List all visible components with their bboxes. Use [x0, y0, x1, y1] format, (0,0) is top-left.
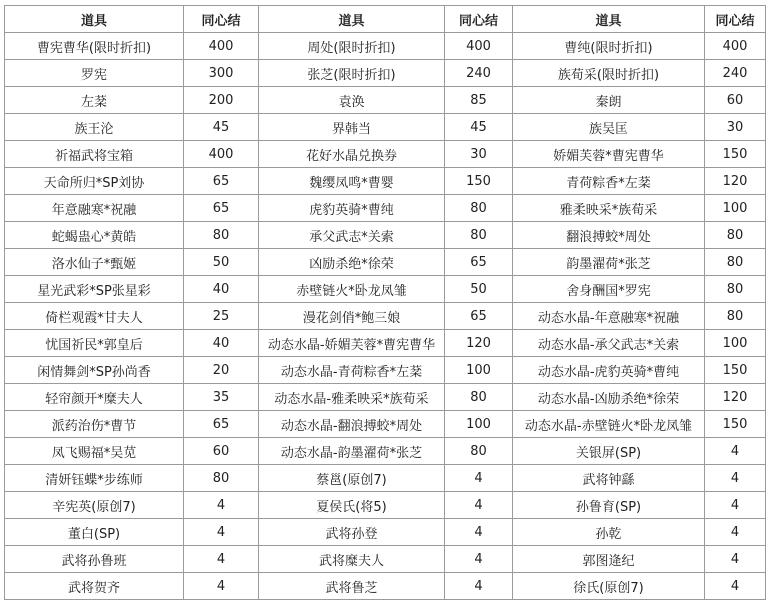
- count-cell: 4: [184, 519, 259, 546]
- item-name-cell: 韵墨濯荷*张芝: [513, 249, 705, 276]
- item-name-cell: 夏侯氏(将5): [259, 492, 445, 519]
- table-row: [5, 276, 766, 303]
- item-name-cell: 武将鲁芝: [259, 573, 445, 600]
- item-name-cell: 赤壁链火*卧龙凤雏: [259, 276, 445, 303]
- count-cell: 80: [184, 465, 259, 492]
- item-name-cell: 动态水晶-年意融寒*祝融: [513, 303, 705, 330]
- table-row: [5, 519, 766, 546]
- item-name-cell: 动态水晶-承父武志*关索: [513, 330, 705, 357]
- item-name-cell: 族王沦: [5, 114, 184, 141]
- table-row: [5, 195, 766, 222]
- count-cell: 60: [705, 87, 766, 114]
- table-row: [5, 411, 766, 438]
- item-name-cell: 魏缨凤鸣*曹婴: [259, 168, 445, 195]
- item-name-cell: 罗宪: [5, 60, 184, 87]
- count-cell: 120: [445, 330, 513, 357]
- count-cell: 25: [184, 303, 259, 330]
- item-name-cell: 武将孙登: [259, 519, 445, 546]
- item-name-cell: 轻帘颜开*糜夫人: [5, 384, 184, 411]
- item-name-cell: 秦朗: [513, 87, 705, 114]
- item-name-cell: 天命所归*SP刘协: [5, 168, 184, 195]
- count-cell: 80: [445, 222, 513, 249]
- item-name-cell: 族吴匡: [513, 114, 705, 141]
- item-name-cell: 蛇蝎蛊心*黄皓: [5, 222, 184, 249]
- item-name-cell: 左棻: [5, 87, 184, 114]
- item-name-cell: 郭图逄纪: [513, 546, 705, 573]
- count-cell: 4: [705, 438, 766, 465]
- table-row: [5, 141, 766, 168]
- item-name-cell: 动态水晶-雅柔映采*族荀采: [259, 384, 445, 411]
- item-name-cell: 动态水晶-凶励杀绝*徐荣: [513, 384, 705, 411]
- item-name-cell: 花好水晶兑换券: [259, 141, 445, 168]
- count-cell: 400: [184, 141, 259, 168]
- count-cell: 80: [705, 222, 766, 249]
- item-name-cell: 张芝(限时折扣): [259, 60, 445, 87]
- item-name-cell: 曹宪曹华(限时折扣): [5, 33, 184, 60]
- table-row: [5, 87, 766, 114]
- count-cell: 100: [445, 357, 513, 384]
- item-name-cell: 舍身酬国*罗宪: [513, 276, 705, 303]
- count-cell: 40: [184, 276, 259, 303]
- count-cell: 150: [705, 411, 766, 438]
- count-cell: 150: [445, 168, 513, 195]
- count-cell: 20: [184, 357, 259, 384]
- item-name-cell: 徐氏(原创7): [513, 573, 705, 600]
- count-cell: 80: [445, 384, 513, 411]
- count-cell: 65: [445, 249, 513, 276]
- item-name-cell: 武将钟繇: [513, 465, 705, 492]
- table-row: [5, 114, 766, 141]
- item-name-cell: 周处(限时折扣): [259, 33, 445, 60]
- table-row: [5, 438, 766, 465]
- count-cell: 200: [184, 87, 259, 114]
- count-cell: 4: [445, 465, 513, 492]
- count-cell: 30: [445, 141, 513, 168]
- count-cell: 150: [705, 357, 766, 384]
- count-cell: 45: [184, 114, 259, 141]
- count-cell: 100: [445, 411, 513, 438]
- item-name-cell: 闲情舞剑*SP孙尚香: [5, 357, 184, 384]
- table-row: [5, 573, 766, 600]
- item-name-cell: 动态水晶-赤壁链火*卧龙凤雏: [513, 411, 705, 438]
- item-name-cell: 曹纯(限时折扣): [513, 33, 705, 60]
- header-count: 同心结: [445, 6, 513, 33]
- item-name-cell: 蔡邕(原创7): [259, 465, 445, 492]
- table-row: [5, 465, 766, 492]
- header-count: 同心结: [705, 6, 766, 33]
- count-cell: 4: [445, 492, 513, 519]
- item-name-cell: 动态水晶-娇媚芙蓉*曹宪曹华: [259, 330, 445, 357]
- count-cell: 4: [705, 573, 766, 600]
- count-cell: 65: [445, 303, 513, 330]
- item-name-cell: 星光武彩*SP张星彩: [5, 276, 184, 303]
- item-name-cell: 动态水晶-虎豹英骑*曹纯: [513, 357, 705, 384]
- count-cell: 100: [705, 330, 766, 357]
- header-count: 同心结: [184, 6, 259, 33]
- item-name-cell: 凤飞赐福*吴苋: [5, 438, 184, 465]
- item-name-cell: 忧国祈民*郭皇后: [5, 330, 184, 357]
- header-item: 道具: [5, 6, 184, 33]
- item-name-cell: 武将孙鲁班: [5, 546, 184, 573]
- item-name-cell: 界韩当: [259, 114, 445, 141]
- header-row: [5, 6, 766, 33]
- count-cell: 150: [705, 141, 766, 168]
- count-cell: 80: [445, 438, 513, 465]
- table-body: [5, 33, 766, 600]
- count-cell: 65: [184, 411, 259, 438]
- table-row: [5, 303, 766, 330]
- count-cell: 400: [445, 33, 513, 60]
- table-row: [5, 33, 766, 60]
- count-cell: 65: [184, 168, 259, 195]
- item-name-cell: 虎豹英骑*曹纯: [259, 195, 445, 222]
- count-cell: 60: [184, 438, 259, 465]
- count-cell: 300: [184, 60, 259, 87]
- count-cell: 80: [705, 303, 766, 330]
- count-cell: 4: [705, 492, 766, 519]
- table-row: [5, 546, 766, 573]
- table-row: [5, 357, 766, 384]
- count-cell: 30: [705, 114, 766, 141]
- count-cell: 80: [184, 222, 259, 249]
- header-item: 道具: [259, 6, 445, 33]
- count-cell: 85: [445, 87, 513, 114]
- count-cell: 35: [184, 384, 259, 411]
- count-cell: 4: [445, 519, 513, 546]
- count-cell: 4: [445, 546, 513, 573]
- count-cell: 50: [445, 276, 513, 303]
- count-cell: 80: [705, 249, 766, 276]
- item-name-cell: 承父武志*关索: [259, 222, 445, 249]
- item-name-cell: 动态水晶-翻浪搏蛟*周处: [259, 411, 445, 438]
- item-name-cell: 动态水晶-韵墨濯荷*张芝: [259, 438, 445, 465]
- item-name-cell: 年意融寒*祝融: [5, 195, 184, 222]
- table-row: [5, 222, 766, 249]
- count-cell: 120: [705, 168, 766, 195]
- table-row: [5, 330, 766, 357]
- item-name-cell: 漫花剑俏*鲍三娘: [259, 303, 445, 330]
- count-cell: 400: [705, 33, 766, 60]
- header-item: 道具: [513, 6, 705, 33]
- table-row: [5, 168, 766, 195]
- item-name-cell: 族荀采(限时折扣): [513, 60, 705, 87]
- count-cell: 40: [184, 330, 259, 357]
- count-cell: 80: [705, 276, 766, 303]
- count-cell: 100: [705, 195, 766, 222]
- item-name-cell: 清妍钰蝶*步练师: [5, 465, 184, 492]
- item-name-cell: 雅柔映采*族荀采: [513, 195, 705, 222]
- count-cell: 4: [184, 492, 259, 519]
- count-cell: 65: [184, 195, 259, 222]
- count-cell: 240: [445, 60, 513, 87]
- item-name-cell: 娇媚芙蓉*曹宪曹华: [513, 141, 705, 168]
- count-cell: 50: [184, 249, 259, 276]
- count-cell: 80: [445, 195, 513, 222]
- count-cell: 4: [705, 546, 766, 573]
- item-exchange-table: [4, 5, 766, 600]
- item-name-cell: 派药治伤*曹节: [5, 411, 184, 438]
- count-cell: 400: [184, 33, 259, 60]
- item-name-cell: 祈福武将宝箱: [5, 141, 184, 168]
- table-row: [5, 60, 766, 87]
- item-name-cell: 动态水晶-青荷粽香*左棻: [259, 357, 445, 384]
- count-cell: 120: [705, 384, 766, 411]
- item-name-cell: 翻浪搏蛟*周处: [513, 222, 705, 249]
- item-name-cell: 关银屏(SP): [513, 438, 705, 465]
- item-name-cell: 孙乾: [513, 519, 705, 546]
- count-cell: 4: [445, 573, 513, 600]
- item-name-cell: 青荷粽香*左棻: [513, 168, 705, 195]
- count-cell: 4: [184, 546, 259, 573]
- item-name-cell: 孙鲁育(SP): [513, 492, 705, 519]
- table-row: [5, 249, 766, 276]
- count-cell: 45: [445, 114, 513, 141]
- item-name-cell: 凶励杀绝*徐荣: [259, 249, 445, 276]
- item-name-cell: 董白(SP): [5, 519, 184, 546]
- item-name-cell: 倚栏观霞*甘夫人: [5, 303, 184, 330]
- count-cell: 4: [705, 519, 766, 546]
- item-name-cell: 袁涣: [259, 87, 445, 114]
- table-row: [5, 384, 766, 411]
- count-cell: 4: [705, 465, 766, 492]
- item-name-cell: 洛水仙子*甄姬: [5, 249, 184, 276]
- item-name-cell: 武将贺齐: [5, 573, 184, 600]
- count-cell: 240: [705, 60, 766, 87]
- item-name-cell: 辛宪英(原创7): [5, 492, 184, 519]
- count-cell: 4: [184, 573, 259, 600]
- item-name-cell: 武将糜夫人: [259, 546, 445, 573]
- table-row: [5, 492, 766, 519]
